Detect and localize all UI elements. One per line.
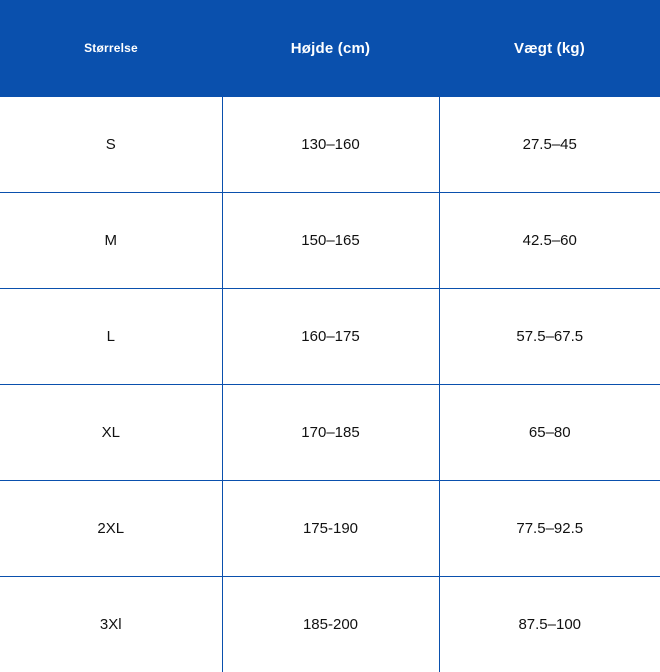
cell-height: 175-190	[222, 481, 439, 577]
table-body	[0, 97, 660, 672]
table-row	[0, 385, 660, 481]
cell-size: 3Xl	[0, 577, 222, 672]
cell-weight: 42.5–60	[439, 193, 660, 289]
cell-weight: 57.5–67.5	[439, 289, 660, 385]
cell-height: 150–165	[222, 193, 439, 289]
cell-weight: 77.5–92.5	[439, 481, 660, 577]
column-header-height: Højde (cm)	[222, 0, 439, 97]
cell-size: XL	[0, 385, 222, 481]
cell-weight: 27.5–45	[439, 97, 660, 193]
table-row	[0, 289, 660, 385]
cell-height: 170–185	[222, 385, 439, 481]
table-row	[0, 577, 660, 672]
cell-height: 130–160	[222, 97, 439, 193]
cell-weight: 65–80	[439, 385, 660, 481]
cell-size: M	[0, 193, 222, 289]
table-header-row	[0, 0, 660, 97]
cell-size: L	[0, 289, 222, 385]
column-header-weight: Vægt (kg)	[439, 0, 660, 97]
cell-size: S	[0, 97, 222, 193]
table-row	[0, 481, 660, 577]
table-row	[0, 193, 660, 289]
table-header	[0, 0, 660, 97]
cell-weight: 87.5–100	[439, 577, 660, 672]
cell-height: 185-200	[222, 577, 439, 672]
table-row	[0, 97, 660, 193]
column-header-size: Størrelse	[0, 0, 222, 97]
cell-height: 160–175	[222, 289, 439, 385]
cell-size: 2XL	[0, 481, 222, 577]
